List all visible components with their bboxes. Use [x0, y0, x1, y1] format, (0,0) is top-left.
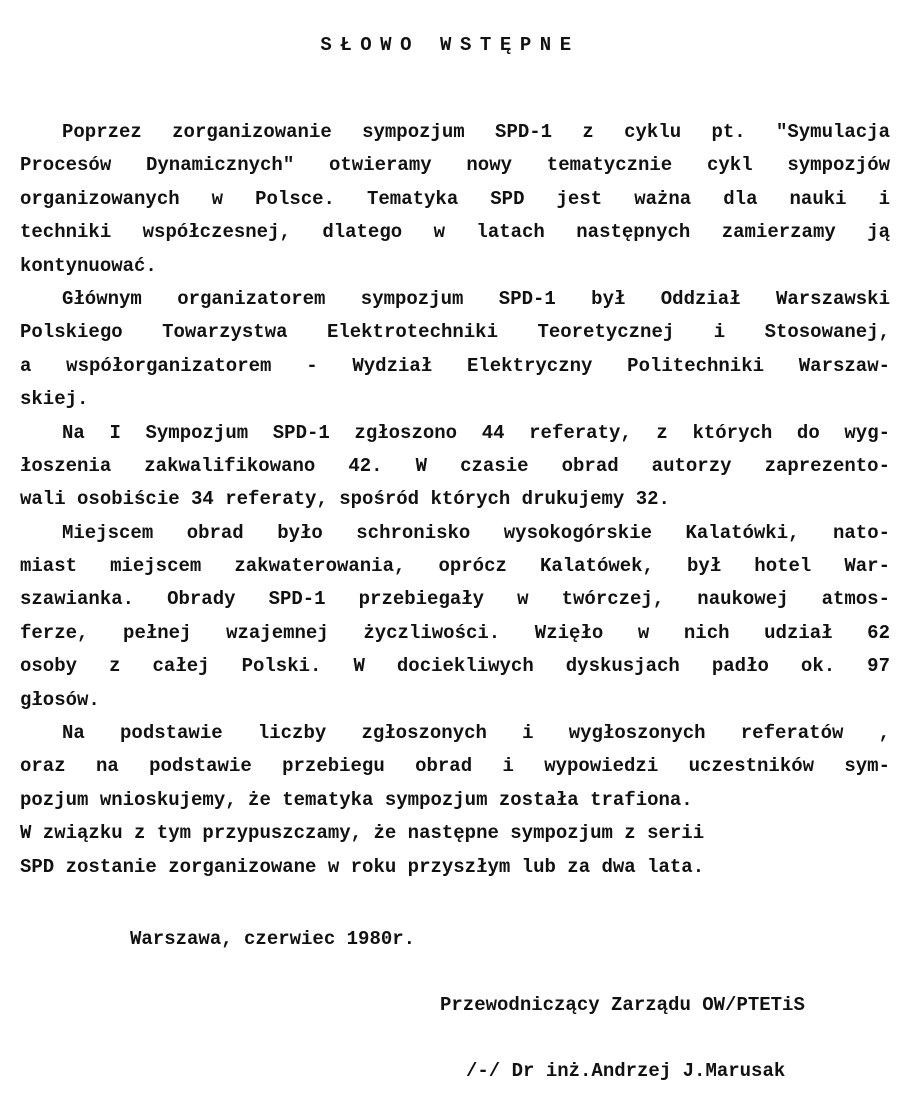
- paragraph-line: Procesów Dynamicznych" otwieramy nowy tematycznie cykl sympozjów: [20, 154, 890, 177]
- paragraph-line: a współorganizatorem - Wydział Elektryczny Politechniki Warszaw-: [20, 354, 890, 377]
- paragraph-line: skiej.: [20, 388, 89, 411]
- paragraph-line: Polskiego Towarzystwa Elektrotechniki Teoretycznej i Stosowanej,: [20, 321, 890, 344]
- paragraph-line: ferze, pełnej wzajemnej życzliwości. Wzięło w nich udział 62: [20, 621, 890, 644]
- paragraph-line: wali osobiście 34 referaty, spośród których drukujemy 32.: [20, 488, 670, 511]
- paragraph-line: kontynuować.: [20, 254, 157, 277]
- paragraph-line: Głównym organizatorem sympozjum SPD-1 był Oddział Warszawski: [62, 287, 890, 310]
- paragraph-line: Miejscem obrad było schronisko wysokogórskie Kalatówki, nato-: [62, 521, 890, 544]
- paragraph-line: techniki współczesnej, dlatego w latach następnych zamierzamy ją: [20, 221, 890, 244]
- paragraph-line: szawianka. Obrady SPD-1 przebiegały w twórczej, naukowej atmos-: [20, 588, 890, 611]
- document-body: [20, 116, 890, 884]
- paragraph-line: osoby z całej Polski. W dociekliwych dyskusjach padło ok. 97: [20, 655, 890, 678]
- paragraph-4: [20, 517, 890, 717]
- paragraph-line: głosów.: [20, 688, 100, 711]
- paragraph-line: pozjum wnioskujemy, że tematyka sympozjum została trafiona.: [20, 788, 693, 811]
- signatory-title: Przewodniczący Zarządu OW/PTETiS: [440, 994, 805, 1016]
- paragraph-line: Na podstawie liczby zgłoszonych i wygłoszonych referatów ,: [62, 722, 890, 745]
- paragraph-3: [20, 417, 890, 517]
- paragraph-line: miast miejscem zakwaterowania, oprócz Kalatówek, był hotel War-: [20, 555, 890, 578]
- page-title: SŁOWO WSTĘPNE: [320, 34, 580, 56]
- paragraph-2: [20, 283, 890, 417]
- paragraph-line: oraz na podstawie przebiegu obrad i wypowiedzi uczestników sym-: [20, 755, 890, 778]
- paragraph-line: łoszenia zakwalifikowano 42. W czasie obrad autorzy zaprezento-: [20, 454, 890, 477]
- paragraph-line: organizowanych w Polsce. Tematyka SPD jest ważna dla nauki i: [20, 187, 890, 210]
- paragraph-line: Na I Sympozjum SPD-1 zgłoszono 44 referaty, z których do wyg-: [62, 421, 890, 444]
- paragraph-1: [20, 116, 890, 283]
- paragraph-line: SPD zostanie zorganizowane w roku przyszłym lub za dwa lata.: [20, 855, 705, 878]
- paragraph-line: Poprzez zorganizowanie sympozjum SPD-1 z cyklu pt. "Symulacja: [62, 121, 890, 143]
- paragraph-5: [20, 717, 890, 884]
- signatory-name: /-/ Dr inż.Andrzej J.Marusak: [466, 1060, 786, 1082]
- place-and-date: Warszawa, czerwiec 1980r.: [130, 928, 416, 950]
- paragraph-line: W związku z tym przypuszczamy, że następne sympozjum z serii: [20, 822, 705, 845]
